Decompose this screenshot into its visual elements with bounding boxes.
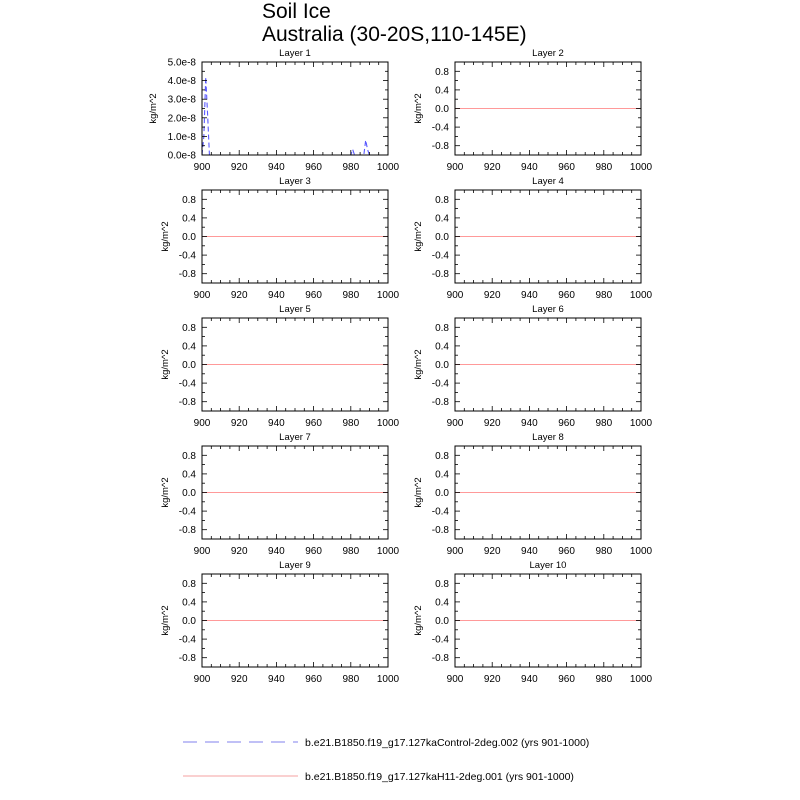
plot-frame <box>202 62 388 155</box>
y-axis-label: kg/m^2 <box>413 477 424 508</box>
x-tick-label: 960 <box>558 162 575 173</box>
y-tick-label: -0.8 <box>431 141 449 153</box>
x-tick-label: 980 <box>342 674 360 685</box>
y-axis-label: kg/m^2 <box>413 605 424 636</box>
x-tick-label: 980 <box>342 418 360 429</box>
x-tick-label: 940 <box>268 546 285 557</box>
figure-title: Soil Ice <box>262 0 331 23</box>
x-tick-label: 920 <box>230 546 248 557</box>
x-tick-label: 920 <box>230 418 248 429</box>
x-tick-label: 960 <box>305 674 322 685</box>
y-tick-label: -0.8 <box>431 269 449 281</box>
y-tick-label: 0.0 <box>435 104 449 115</box>
x-tick-label: 900 <box>446 418 464 429</box>
x-tick-label: 980 <box>595 674 613 685</box>
y-tick-label: 0.4 <box>435 597 449 609</box>
y-tick-label: -0.4 <box>178 250 196 262</box>
y-tick-label: 0.0 <box>435 616 449 627</box>
y-tick-label: 0.0 <box>435 232 449 243</box>
x-tick-label: 980 <box>595 546 613 557</box>
x-tick-label: 1000 <box>376 418 400 429</box>
x-tick-label: 940 <box>268 162 285 173</box>
x-tick-label: 1000 <box>376 674 400 685</box>
panel-layer-4 <box>413 176 653 301</box>
x-tick-label: 960 <box>558 290 575 301</box>
x-tick-label: 960 <box>305 418 322 429</box>
legend-entry-2 <box>183 771 574 783</box>
y-tick-label: -0.4 <box>431 122 449 134</box>
x-tick-label: 980 <box>342 290 360 301</box>
x-tick-label: 920 <box>483 290 501 301</box>
y-tick-label: 1.0e-8 <box>167 131 196 143</box>
y-tick-label: 0.8 <box>435 194 449 206</box>
y-tick-label: -0.4 <box>431 250 449 262</box>
x-tick-label: 1000 <box>629 674 653 685</box>
y-tick-label: -0.8 <box>431 525 449 537</box>
y-tick-label: -0.4 <box>431 378 449 390</box>
y-tick-label: 0.0 <box>182 360 196 371</box>
y-axis-label: kg/m^2 <box>160 221 171 252</box>
x-tick-label: 920 <box>483 418 501 429</box>
y-tick-label: -0.8 <box>178 269 196 281</box>
y-tick-label: 0.0 <box>182 488 196 499</box>
panel-title: Layer 7 <box>279 432 311 443</box>
x-tick-label: 920 <box>230 290 248 301</box>
panel-title: Layer 10 <box>529 560 567 571</box>
y-tick-label: 0.8 <box>182 194 196 206</box>
x-tick-label: 920 <box>483 674 501 685</box>
x-tick-label: 940 <box>521 674 538 685</box>
y-axis-label: kg/m^2 <box>413 349 424 380</box>
panel-title: Layer 8 <box>532 432 564 443</box>
y-axis-label: kg/m^2 <box>160 349 171 380</box>
x-tick-label: 900 <box>446 162 464 173</box>
y-tick-label: 0.4 <box>182 341 196 353</box>
y-tick-label: 0.4 <box>435 469 449 481</box>
y-tick-label: 0.0 <box>182 616 196 627</box>
y-tick-label: 0.4 <box>435 213 449 225</box>
y-tick-label: 0.0 <box>435 360 449 371</box>
y-tick-label: 0.4 <box>435 85 449 97</box>
x-tick-label: 940 <box>268 290 285 301</box>
figure-subtitle: Australia (30-20S,110-145E) <box>262 23 527 46</box>
x-tick-label: 900 <box>446 546 464 557</box>
x-tick-label: 1000 <box>376 546 400 557</box>
panel-layer-1 <box>148 48 400 173</box>
y-tick-label: 0.0 <box>435 488 449 499</box>
y-tick-label: 0.0e-8 <box>167 150 196 162</box>
panel-title: Layer 6 <box>532 304 564 315</box>
x-tick-label: 940 <box>521 162 538 173</box>
panel-layer-2 <box>413 48 653 173</box>
panel-title: Layer 9 <box>279 560 311 571</box>
panel-layer-8 <box>413 432 653 557</box>
legend-label: b.e21.B1850.f19_g17.127kaH11-2deg.001 (yrs 901-1000) <box>305 771 574 783</box>
x-tick-label: 980 <box>595 162 613 173</box>
x-tick-label: 1000 <box>376 162 400 173</box>
y-tick-label: -0.4 <box>431 634 449 646</box>
panel-layer-10 <box>413 560 653 685</box>
y-tick-label: 0.8 <box>182 450 196 462</box>
y-axis-label: kg/m^2 <box>148 93 159 124</box>
x-tick-label: 1000 <box>629 418 653 429</box>
x-tick-label: 940 <box>521 546 538 557</box>
y-tick-label: -0.8 <box>178 525 196 537</box>
panel-title: Layer 1 <box>279 48 311 59</box>
y-tick-label: 0.0 <box>182 232 196 243</box>
y-tick-label: -0.4 <box>178 506 196 518</box>
x-tick-label: 900 <box>193 162 211 173</box>
x-tick-label: 920 <box>483 546 501 557</box>
y-tick-label: -0.4 <box>178 634 196 646</box>
y-tick-label: 0.8 <box>435 322 449 334</box>
x-tick-label: 900 <box>193 418 211 429</box>
y-tick-label: 0.4 <box>182 597 196 609</box>
x-tick-label: 900 <box>193 546 211 557</box>
x-tick-label: 940 <box>521 290 538 301</box>
y-tick-label: 4.0e-8 <box>167 76 196 88</box>
panel-title: Layer 4 <box>532 176 564 187</box>
x-tick-label: 920 <box>483 162 501 173</box>
x-tick-label: 1000 <box>376 290 400 301</box>
y-tick-label: -0.8 <box>431 653 449 665</box>
x-tick-label: 900 <box>446 674 464 685</box>
y-tick-label: 0.8 <box>182 578 196 590</box>
x-tick-label: 1000 <box>629 546 653 557</box>
x-tick-label: 980 <box>342 162 360 173</box>
panel-title: Layer 5 <box>279 304 311 315</box>
panel-layer-9 <box>160 560 400 685</box>
y-axis-label: kg/m^2 <box>160 605 171 636</box>
x-tick-label: 960 <box>305 546 322 557</box>
x-tick-label: 940 <box>268 674 285 685</box>
x-tick-label: 920 <box>230 162 248 173</box>
y-tick-label: -0.8 <box>178 653 196 665</box>
y-tick-label: 0.4 <box>182 213 196 225</box>
legend-entry-1 <box>183 737 589 749</box>
x-tick-label: 940 <box>268 418 285 429</box>
x-tick-label: 900 <box>193 674 211 685</box>
y-tick-label: 0.4 <box>435 341 449 353</box>
panel-layer-7 <box>160 432 400 557</box>
x-tick-label: 960 <box>305 290 322 301</box>
x-tick-label: 960 <box>558 418 575 429</box>
y-tick-label: 0.4 <box>182 469 196 481</box>
y-tick-label: 0.8 <box>435 578 449 590</box>
x-tick-label: 900 <box>193 290 211 301</box>
panel-layer-5 <box>160 304 400 429</box>
y-tick-label: 0.8 <box>182 322 196 334</box>
y-axis-label: kg/m^2 <box>160 477 171 508</box>
x-tick-label: 920 <box>230 674 248 685</box>
panel-layer-3 <box>160 176 400 301</box>
y-tick-label: 5.0e-8 <box>167 57 196 69</box>
y-tick-label: 0.8 <box>435 450 449 462</box>
y-tick-label: 0.8 <box>435 66 449 78</box>
x-tick-label: 980 <box>595 290 613 301</box>
y-axis-label: kg/m^2 <box>413 93 424 124</box>
panel-title: Layer 2 <box>532 48 564 59</box>
y-tick-label: 2.0e-8 <box>167 113 196 125</box>
panel-title: Layer 3 <box>279 176 311 187</box>
panel-layer-6 <box>413 304 653 429</box>
y-axis-label: kg/m^2 <box>413 221 424 252</box>
x-tick-label: 1000 <box>629 290 653 301</box>
y-tick-label: -0.8 <box>178 397 196 409</box>
legend-label: b.e21.B1850.f19_g17.127kaControl-2deg.002 (yrs 901-1000) <box>305 737 590 749</box>
y-tick-label: -0.4 <box>431 506 449 518</box>
series-control-line <box>202 77 388 155</box>
x-tick-label: 960 <box>305 162 322 173</box>
x-tick-label: 980 <box>595 418 613 429</box>
x-tick-label: 980 <box>342 546 360 557</box>
x-tick-label: 1000 <box>629 162 653 173</box>
y-tick-label: 3.0e-8 <box>167 94 196 106</box>
x-tick-label: 940 <box>521 418 538 429</box>
y-tick-label: -0.8 <box>431 397 449 409</box>
x-tick-label: 960 <box>558 674 575 685</box>
x-tick-label: 900 <box>446 290 464 301</box>
y-tick-label: -0.4 <box>178 378 196 390</box>
x-tick-label: 960 <box>558 546 575 557</box>
